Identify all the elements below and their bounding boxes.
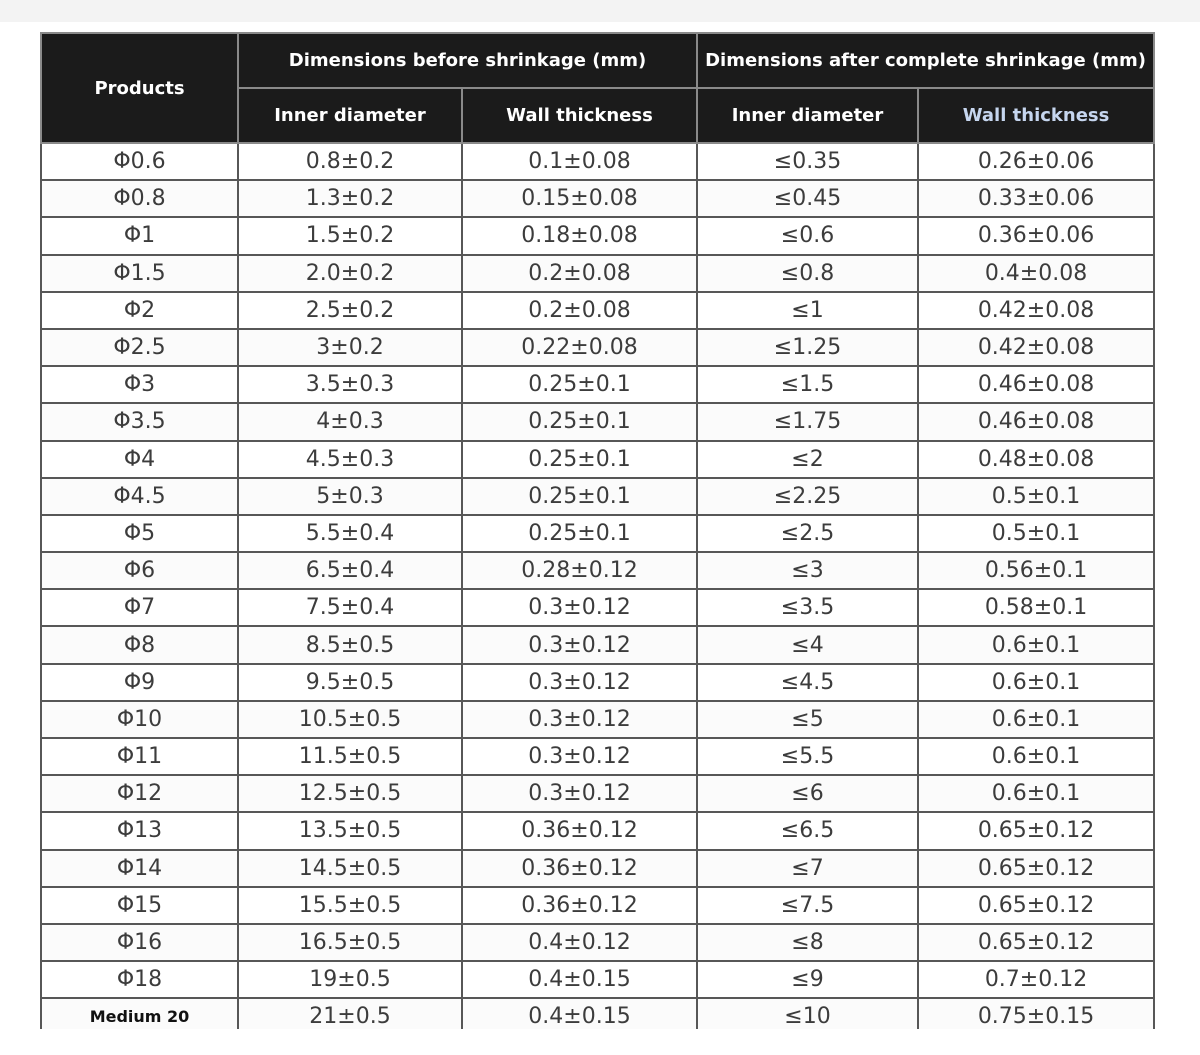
product-cell: Φ5 — [41, 515, 238, 552]
before-wall-thickness-cell: 0.4±0.15 — [462, 961, 697, 998]
before-inner-diameter-cell: 3±0.2 — [238, 329, 462, 366]
table-row — [41, 255, 1154, 292]
after-wall-thickness-cell: 0.6±0.1 — [918, 738, 1154, 775]
before-inner-diameter-cell: 11.5±0.5 — [238, 738, 462, 775]
after-inner-diameter-cell: ≤2 — [697, 441, 918, 478]
table-row — [41, 924, 1154, 961]
before-inner-diameter-cell: 14.5±0.5 — [238, 850, 462, 887]
after-inner-diameter-cell: ≤1 — [697, 292, 918, 329]
header-after-inner-diameter: Inner diameter — [697, 88, 918, 143]
table-row — [41, 403, 1154, 440]
product-cell: Φ0.8 — [41, 180, 238, 217]
before-inner-diameter-cell: 7.5±0.4 — [238, 589, 462, 626]
after-inner-diameter-cell: ≤1.5 — [697, 366, 918, 403]
after-inner-diameter-cell: ≤2.25 — [697, 478, 918, 515]
before-inner-diameter-cell: 10.5±0.5 — [238, 701, 462, 738]
after-wall-thickness-cell: 0.56±0.1 — [918, 552, 1154, 589]
spec-sheet — [40, 32, 1153, 1037]
after-inner-diameter-cell: ≤3.5 — [697, 589, 918, 626]
before-wall-thickness-cell: 0.18±0.08 — [462, 217, 697, 254]
product-cell: Φ9 — [41, 664, 238, 701]
product-cell: Φ3.5 — [41, 403, 238, 440]
table-row — [41, 292, 1154, 329]
before-inner-diameter-cell: 12.5±0.5 — [238, 775, 462, 812]
product-cell: Φ15 — [41, 887, 238, 924]
product-cell: Φ3 — [41, 366, 238, 403]
after-inner-diameter-cell: ≤7 — [697, 850, 918, 887]
before-wall-thickness-cell: 0.3±0.12 — [462, 589, 697, 626]
after-wall-thickness-cell: 0.4±0.08 — [918, 255, 1154, 292]
table-row — [41, 626, 1154, 663]
after-inner-diameter-cell: ≤9 — [697, 961, 918, 998]
table-row — [41, 961, 1154, 998]
after-wall-thickness-cell: 0.65±0.12 — [918, 812, 1154, 849]
product-cell: Φ6 — [41, 552, 238, 589]
product-cell: Φ11 — [41, 738, 238, 775]
after-inner-diameter-cell: ≤0.45 — [697, 180, 918, 217]
after-inner-diameter-cell: ≤1.25 — [697, 329, 918, 366]
after-wall-thickness-cell: 0.5±0.1 — [918, 478, 1154, 515]
table-row — [41, 478, 1154, 515]
before-inner-diameter-cell: 21±0.5 — [238, 998, 462, 1035]
table-row — [41, 515, 1154, 552]
before-wall-thickness-cell: 0.3±0.12 — [462, 775, 697, 812]
after-wall-thickness-cell: 0.75±0.15 — [918, 998, 1154, 1035]
table-row — [41, 441, 1154, 478]
before-wall-thickness-cell: 0.2±0.08 — [462, 292, 697, 329]
table-row — [41, 738, 1154, 775]
table-header — [41, 33, 1154, 143]
table-row — [41, 775, 1154, 812]
table-row — [41, 366, 1154, 403]
header-products: Products — [41, 33, 238, 143]
after-wall-thickness-cell: 0.6±0.1 — [918, 664, 1154, 701]
before-inner-diameter-cell: 0.8±0.2 — [238, 143, 462, 180]
before-wall-thickness-cell: 0.22±0.08 — [462, 329, 697, 366]
table-row — [41, 217, 1154, 254]
after-inner-diameter-cell: ≤5.5 — [697, 738, 918, 775]
after-inner-diameter-cell: ≤0.6 — [697, 217, 918, 254]
table-row — [41, 812, 1154, 849]
after-wall-thickness-cell: 0.5±0.1 — [918, 515, 1154, 552]
after-wall-thickness-cell: 0.6±0.1 — [918, 626, 1154, 663]
product-cell: Medium 20 — [41, 998, 238, 1035]
before-inner-diameter-cell: 2.0±0.2 — [238, 255, 462, 292]
header-before-inner-diameter: Inner diameter — [238, 88, 462, 143]
before-inner-diameter-cell: 4.5±0.3 — [238, 441, 462, 478]
after-wall-thickness-cell: 0.42±0.08 — [918, 329, 1154, 366]
table-row — [41, 552, 1154, 589]
product-cell: Φ18 — [41, 961, 238, 998]
before-inner-diameter-cell: 5±0.3 — [238, 478, 462, 515]
after-wall-thickness-cell: 0.46±0.08 — [918, 366, 1154, 403]
before-wall-thickness-cell: 0.36±0.12 — [462, 887, 697, 924]
header-row-groups — [41, 33, 1154, 88]
after-wall-thickness-cell: 0.36±0.06 — [918, 217, 1154, 254]
header-after-shrinkage: Dimensions after complete shrinkage (mm) — [697, 33, 1154, 88]
table-body — [41, 143, 1154, 1036]
table-row — [41, 701, 1154, 738]
before-wall-thickness-cell: 0.25±0.1 — [462, 403, 697, 440]
before-wall-thickness-cell: 0.25±0.1 — [462, 478, 697, 515]
after-wall-thickness-cell: 0.65±0.12 — [918, 850, 1154, 887]
product-cell: Φ2.5 — [41, 329, 238, 366]
table-row — [41, 589, 1154, 626]
after-inner-diameter-cell: ≤2.5 — [697, 515, 918, 552]
before-inner-diameter-cell: 19±0.5 — [238, 961, 462, 998]
product-cell: Φ8 — [41, 626, 238, 663]
before-wall-thickness-cell: 0.25±0.1 — [462, 441, 697, 478]
after-wall-thickness-cell: 0.42±0.08 — [918, 292, 1154, 329]
after-inner-diameter-cell: ≤1.75 — [697, 403, 918, 440]
before-inner-diameter-cell: 16.5±0.5 — [238, 924, 462, 961]
after-wall-thickness-cell: 0.26±0.06 — [918, 143, 1154, 180]
before-wall-thickness-cell: 0.3±0.12 — [462, 738, 697, 775]
after-wall-thickness-cell: 0.65±0.12 — [918, 887, 1154, 924]
before-wall-thickness-cell: 0.3±0.12 — [462, 626, 697, 663]
before-inner-diameter-cell: 2.5±0.2 — [238, 292, 462, 329]
after-inner-diameter-cell: ≤5 — [697, 701, 918, 738]
product-cell: Φ14 — [41, 850, 238, 887]
header-before-shrinkage: Dimensions before shrinkage (mm) — [238, 33, 697, 88]
before-wall-thickness-cell: 0.4±0.12 — [462, 924, 697, 961]
before-inner-diameter-cell: 5.5±0.4 — [238, 515, 462, 552]
before-wall-thickness-cell: 0.25±0.1 — [462, 515, 697, 552]
before-wall-thickness-cell: 0.28±0.12 — [462, 552, 697, 589]
bottom-margin — [0, 1029, 1200, 1055]
after-wall-thickness-cell: 0.6±0.1 — [918, 701, 1154, 738]
after-inner-diameter-cell: ≤10 — [697, 998, 918, 1035]
product-cell: Φ2 — [41, 292, 238, 329]
before-inner-diameter-cell: 13.5±0.5 — [238, 812, 462, 849]
before-inner-diameter-cell: 1.5±0.2 — [238, 217, 462, 254]
before-inner-diameter-cell: 3.5±0.3 — [238, 366, 462, 403]
shrinkage-spec-table — [40, 32, 1155, 1037]
after-inner-diameter-cell: ≤6.5 — [697, 812, 918, 849]
header-after-wall-thickness: Wall thickness — [918, 88, 1154, 143]
before-wall-thickness-cell: 0.1±0.08 — [462, 143, 697, 180]
before-inner-diameter-cell: 9.5±0.5 — [238, 664, 462, 701]
after-inner-diameter-cell: ≤3 — [697, 552, 918, 589]
after-inner-diameter-cell: ≤8 — [697, 924, 918, 961]
before-wall-thickness-cell: 0.15±0.08 — [462, 180, 697, 217]
after-inner-diameter-cell: ≤4 — [697, 626, 918, 663]
after-wall-thickness-cell: 0.58±0.1 — [918, 589, 1154, 626]
table-row — [41, 887, 1154, 924]
before-inner-diameter-cell: 1.3±0.2 — [238, 180, 462, 217]
after-wall-thickness-cell: 0.48±0.08 — [918, 441, 1154, 478]
product-cell: Φ4.5 — [41, 478, 238, 515]
after-inner-diameter-cell: ≤6 — [697, 775, 918, 812]
product-cell: Φ16 — [41, 924, 238, 961]
before-wall-thickness-cell: 0.2±0.08 — [462, 255, 697, 292]
before-wall-thickness-cell: 0.36±0.12 — [462, 850, 697, 887]
product-cell: Φ4 — [41, 441, 238, 478]
before-inner-diameter-cell: 4±0.3 — [238, 403, 462, 440]
before-wall-thickness-cell: 0.3±0.12 — [462, 701, 697, 738]
product-cell: Φ10 — [41, 701, 238, 738]
after-wall-thickness-cell: 0.46±0.08 — [918, 403, 1154, 440]
product-cell: Φ12 — [41, 775, 238, 812]
after-inner-diameter-cell: ≤0.8 — [697, 255, 918, 292]
after-wall-thickness-cell: 0.6±0.1 — [918, 775, 1154, 812]
product-cell: Φ7 — [41, 589, 238, 626]
after-inner-diameter-cell: ≤0.35 — [697, 143, 918, 180]
after-inner-diameter-cell: ≤7.5 — [697, 887, 918, 924]
product-cell: Φ13 — [41, 812, 238, 849]
table-row — [41, 850, 1154, 887]
product-cell: Φ1.5 — [41, 255, 238, 292]
after-wall-thickness-cell: 0.65±0.12 — [918, 924, 1154, 961]
before-inner-diameter-cell: 6.5±0.4 — [238, 552, 462, 589]
after-inner-diameter-cell: ≤4.5 — [697, 664, 918, 701]
before-inner-diameter-cell: 8.5±0.5 — [238, 626, 462, 663]
table-row — [41, 180, 1154, 217]
top-margin — [0, 0, 1200, 22]
after-wall-thickness-cell: 0.7±0.12 — [918, 961, 1154, 998]
table-row — [41, 143, 1154, 180]
after-wall-thickness-cell: 0.33±0.06 — [918, 180, 1154, 217]
before-wall-thickness-cell: 0.25±0.1 — [462, 366, 697, 403]
header-before-wall-thickness: Wall thickness — [462, 88, 697, 143]
product-cell: Φ1 — [41, 217, 238, 254]
before-wall-thickness-cell: 0.4±0.15 — [462, 998, 697, 1035]
before-wall-thickness-cell: 0.36±0.12 — [462, 812, 697, 849]
table-row — [41, 329, 1154, 366]
product-cell: Φ0.6 — [41, 143, 238, 180]
before-wall-thickness-cell: 0.3±0.12 — [462, 664, 697, 701]
table-row — [41, 664, 1154, 701]
before-inner-diameter-cell: 15.5±0.5 — [238, 887, 462, 924]
